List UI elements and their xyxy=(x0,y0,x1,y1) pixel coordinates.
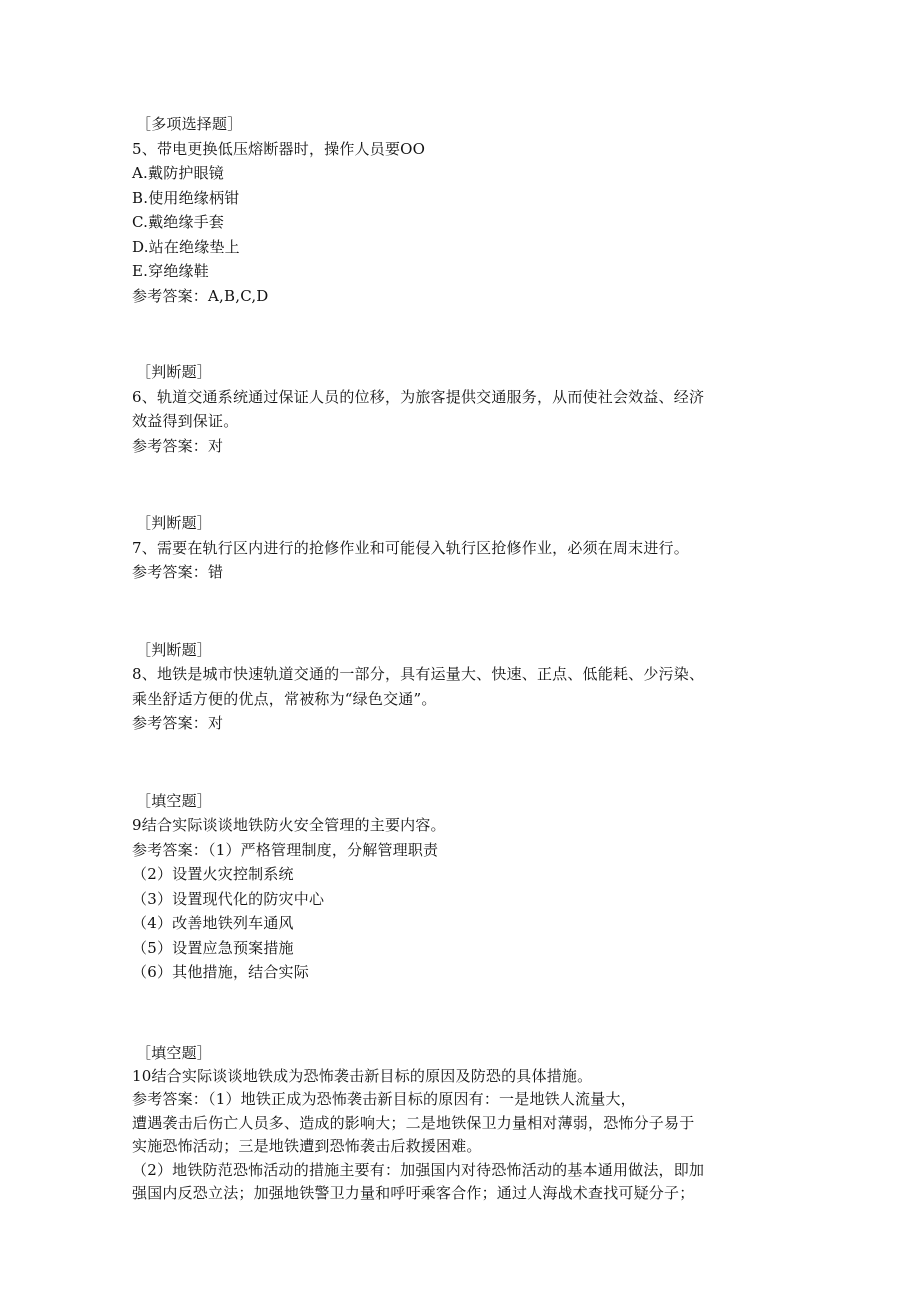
reference-answer: 参考答案：（1）严格管理制度，分解管理职责 xyxy=(132,840,439,859)
answer-text-continued: 强国内反恐立法；加强地铁警卫力量和呼吁乘客合作；通过人海战术查找可疑分子； xyxy=(132,1183,695,1202)
reference-answer: 参考答案：对 xyxy=(132,436,224,455)
question-type-label: ［判断题］ xyxy=(136,363,213,381)
question-text-continued: 效益得到保证。 xyxy=(132,412,239,430)
reference-answer: 参考答案：错 xyxy=(132,563,224,581)
answer-point: （6）其他措施，结合实际 xyxy=(132,963,309,981)
reference-answer: 参考答案：对 xyxy=(132,714,224,732)
answer-text-continued: 实施恐怖活动；三是地铁遭到恐怖袭击后救援困难。 xyxy=(132,1137,482,1156)
reference-answer: 参考答案：A,B,C,D xyxy=(132,286,269,305)
question-block xyxy=(132,112,792,308)
question-block xyxy=(132,511,792,585)
answer-point: （2）地铁防范恐怖活动的措施主要有：加强国内对待恐怖活动的基本通用做法，即加 xyxy=(132,1160,705,1179)
question-type-label: ［多项选择题］ xyxy=(136,115,243,133)
question-type-label: ［判断题］ xyxy=(136,514,213,532)
question-text: 5、带电更换低压熔断器时，操作人员要OO xyxy=(132,139,426,158)
question-block xyxy=(132,638,792,736)
question-type-label: ［填空题］ xyxy=(136,1043,213,1062)
question-text: 9结合实际谈谈地铁防火安全管理的主要内容。 xyxy=(132,816,446,834)
question-type-label: ［判断题］ xyxy=(136,640,213,659)
answer-text-continued: 遭遇袭击后伤亡人员多、造成的影响大；二是地铁保卫力量相对薄弱，恐怖分子易于 xyxy=(132,1113,695,1132)
question-block xyxy=(132,360,792,458)
document-body xyxy=(132,112,792,1205)
question-text: 6、轨道交通系统通过保证人员的位移，为旅客提供交通服务，从而使社会效益、经济 xyxy=(132,387,705,406)
question-block xyxy=(132,1042,792,1206)
option-b: B.使用绝缘柄钳 xyxy=(132,188,240,207)
question-text-continued: 乘坐舒适方便的优点，常被称为“绿色交通”。 xyxy=(132,689,437,708)
option-c: C.戴绝缘手套 xyxy=(132,213,225,231)
question-block xyxy=(132,789,792,985)
answer-point: （2）设置火灾控制系统 xyxy=(132,865,294,883)
question-text: 8、地铁是城市快速轨道交通的一部分，具有运量大、快速、正点、低能耗、少污染、 xyxy=(132,665,705,683)
question-type-label: ［填空题］ xyxy=(136,791,213,810)
answer-point: （5）设置应急预案措施 xyxy=(132,938,294,957)
option-e: E.穿绝缘鞋 xyxy=(132,262,209,280)
option-a: A.戴防护眼镜 xyxy=(132,164,225,182)
reference-answer: 参考答案：（1）地铁正成为恐怖袭击新目标的原因有：一是地铁人流量大， xyxy=(132,1090,636,1109)
answer-point: （3）设置现代化的防灾中心 xyxy=(132,889,325,908)
option-d: D.站在绝缘垫上 xyxy=(132,237,240,256)
answer-point: （4）改善地铁列车通风 xyxy=(132,914,294,932)
question-text: 7、需要在轨行区内进行的抢修作业和可能侵入轨行区抢修作业，必须在周末进行。 xyxy=(132,538,689,557)
question-text: 10结合实际谈谈地铁成为恐怖袭击新目标的原因及防恐的具体措施。 xyxy=(132,1066,593,1085)
